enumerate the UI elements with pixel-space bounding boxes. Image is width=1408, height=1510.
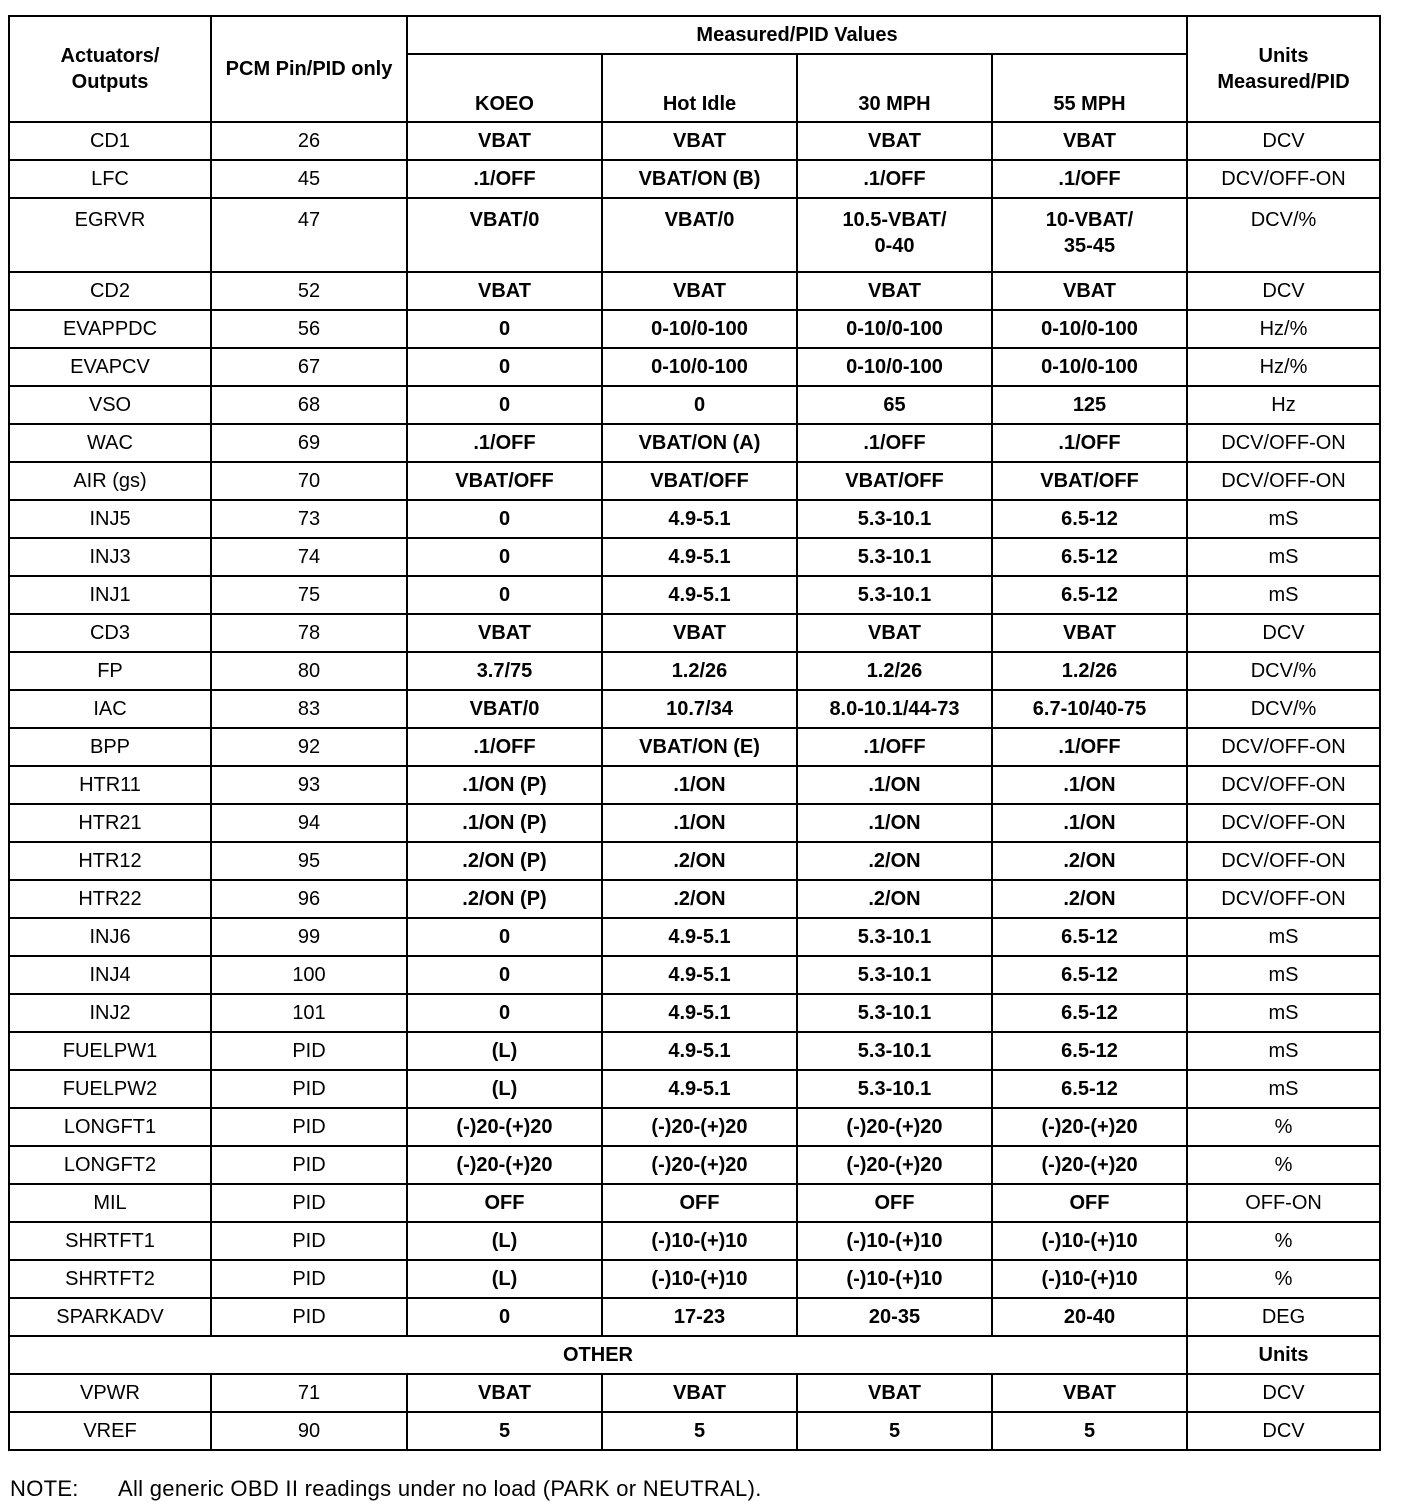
table-row [9,424,1380,462]
cell-koeo: 3.7/75 [407,652,602,690]
cell-55mph: 6.7-10/40-75 [992,690,1187,728]
cell-hot-idle: 5 [602,1412,797,1450]
cell-koeo: .2/ON (P) [407,842,602,880]
cell-output: CD3 [9,614,211,652]
cell-hot-idle: 4.9-5.1 [602,1070,797,1108]
table-row [9,310,1380,348]
cell-output: VREF [9,1412,211,1450]
cell-pin: 68 [211,386,407,424]
cell-units: DCV/OFF-ON [1187,424,1380,462]
cell-55mph: 5 [992,1412,1187,1450]
cell-pin: PID [211,1070,407,1108]
cell-output: IAC [9,690,211,728]
cell-units: Hz/% [1187,310,1380,348]
cell-koeo: .1/OFF [407,160,602,198]
cell-hot-idle: (-)10-(+)10 [602,1222,797,1260]
cell-output: AIR (gs) [9,462,211,500]
cell-pin: 75 [211,576,407,614]
cell-hot-idle: VBAT [602,272,797,310]
table-row [9,614,1380,652]
cell-output: EVAPCV [9,348,211,386]
cell-units: Hz [1187,386,1380,424]
cell-output: INJ2 [9,994,211,1032]
cell-koeo: 0 [407,994,602,1032]
cell-pin: 99 [211,918,407,956]
cell-55mph: 6.5-12 [992,1070,1187,1108]
cell-pin: 94 [211,804,407,842]
cell-units: DCV/OFF-ON [1187,880,1380,918]
cell-hot-idle: VBAT [602,122,797,160]
cell-pin: 78 [211,614,407,652]
cell-30mph: 8.0-10.1/44-73 [797,690,992,728]
section-row-other [9,1336,1380,1374]
table-row [9,386,1380,424]
cell-output: MIL [9,1184,211,1222]
cell-units: DCV/OFF-ON [1187,728,1380,766]
cell-koeo: 0 [407,348,602,386]
cell-hot-idle: 1.2/26 [602,652,797,690]
cell-pin: 56 [211,310,407,348]
cell-units: Hz/% [1187,348,1380,386]
cell-55mph: .1/OFF [992,728,1187,766]
table-row [9,1412,1380,1450]
cell-30mph: .1/OFF [797,424,992,462]
cell-hot-idle: .1/ON [602,766,797,804]
cell-koeo: 0 [407,918,602,956]
table-row [9,804,1380,842]
cell-pin: PID [211,1184,407,1222]
table-row [9,576,1380,614]
cell-pin: 95 [211,842,407,880]
cell-hot-idle: 17-23 [602,1298,797,1336]
cell-55mph: (-)20-(+)20 [992,1146,1187,1184]
cell-koeo: 0 [407,386,602,424]
cell-55mph: 6.5-12 [992,538,1187,576]
cell-koeo: 0 [407,576,602,614]
cell-koeo: .1/ON (P) [407,804,602,842]
cell-units: % [1187,1108,1380,1146]
cell-output: INJ5 [9,500,211,538]
header-units: Units Measured/PID [1187,16,1380,122]
cell-koeo: OFF [407,1184,602,1222]
cell-output: INJ6 [9,918,211,956]
cell-30mph: 5.3-10.1 [797,994,992,1032]
cell-hot-idle: (-)10-(+)10 [602,1260,797,1298]
cell-units: DCV/OFF-ON [1187,160,1380,198]
table-row [9,956,1380,994]
cell-hot-idle: .2/ON [602,842,797,880]
cell-units: DCV/OFF-ON [1187,766,1380,804]
cell-pin: 92 [211,728,407,766]
cell-hot-idle: 4.9-5.1 [602,500,797,538]
cell-55mph: VBAT [992,614,1187,652]
cell-30mph: 5.3-10.1 [797,538,992,576]
note-label: NOTE: [10,1476,79,1501]
cell-koeo: VBAT [407,1374,602,1412]
cell-55mph: (-)10-(+)10 [992,1222,1187,1260]
section-units-label: Units [1187,1336,1380,1374]
cell-55mph: .1/OFF [992,160,1187,198]
cell-30mph: VBAT [797,272,992,310]
cell-output: CD2 [9,272,211,310]
cell-55mph: 6.5-12 [992,1032,1187,1070]
cell-30mph: 5.3-10.1 [797,956,992,994]
cell-hot-idle: 4.9-5.1 [602,956,797,994]
cell-pin: PID [211,1298,407,1336]
cell-30mph: .1/OFF [797,160,992,198]
cell-output: LFC [9,160,211,198]
cell-30mph: 0-10/0-100 [797,310,992,348]
cell-koeo: VBAT/0 [407,690,602,728]
header-pin: PCM Pin/PID only [211,16,407,122]
cell-hot-idle: (-)20-(+)20 [602,1108,797,1146]
cell-30mph: 5.3-10.1 [797,918,992,956]
cell-units: DCV [1187,122,1380,160]
cell-units: mS [1187,1032,1380,1070]
table-body [9,122,1380,1450]
cell-55mph: 6.5-12 [992,576,1187,614]
cell-hot-idle: VBAT/ON (B) [602,160,797,198]
cell-output: VSO [9,386,211,424]
table-row [9,766,1380,804]
table-row [9,728,1380,766]
cell-output: SHRTFT1 [9,1222,211,1260]
cell-30mph: 20-35 [797,1298,992,1336]
cell-pin: 100 [211,956,407,994]
cell-pin: PID [211,1146,407,1184]
table-row [9,462,1380,500]
cell-output: FP [9,652,211,690]
cell-hot-idle: 4.9-5.1 [602,576,797,614]
cell-output: HTR11 [9,766,211,804]
cell-hot-idle: VBAT [602,1374,797,1412]
cell-hot-idle: 10.7/34 [602,690,797,728]
cell-output: HTR22 [9,880,211,918]
table-row [9,1032,1380,1070]
cell-55mph: 1.2/26 [992,652,1187,690]
cell-hot-idle: VBAT/ON (A) [602,424,797,462]
cell-koeo: 5 [407,1412,602,1450]
cell-units: DCV [1187,614,1380,652]
cell-30mph: (-)10-(+)10 [797,1260,992,1298]
cell-55mph: VBAT/OFF [992,462,1187,500]
cell-output: HTR21 [9,804,211,842]
cell-55mph: 6.5-12 [992,994,1187,1032]
table-row [9,1108,1380,1146]
cell-output: WAC [9,424,211,462]
table-row [9,1222,1380,1260]
cell-30mph: VBAT [797,614,992,652]
cell-pin: 70 [211,462,407,500]
cell-output: SPARKADV [9,1298,211,1336]
cell-units: mS [1187,500,1380,538]
table-row [9,690,1380,728]
cell-hot-idle: OFF [602,1184,797,1222]
cell-30mph: .2/ON [797,842,992,880]
cell-30mph: .1/ON [797,766,992,804]
cell-30mph: (-)20-(+)20 [797,1108,992,1146]
cell-pin: 96 [211,880,407,918]
cell-output: INJ1 [9,576,211,614]
cell-units: DCV [1187,1412,1380,1450]
cell-pin: PID [211,1032,407,1070]
cell-30mph: 65 [797,386,992,424]
cell-koeo: .1/ON (P) [407,766,602,804]
cell-koeo: .1/OFF [407,424,602,462]
cell-30mph: 0-10/0-100 [797,348,992,386]
cell-units: mS [1187,576,1380,614]
section-label-other: OTHER [9,1336,1187,1374]
cell-units: DCV/OFF-ON [1187,804,1380,842]
table-row [9,348,1380,386]
cell-koeo: (L) [407,1070,602,1108]
cell-pin: 67 [211,348,407,386]
cell-55mph: .1/ON [992,766,1187,804]
header-koeo: KOEO [407,54,602,122]
cell-30mph: 10.5-VBAT/ 0-40 [797,198,992,272]
cell-output: EGRVR [9,198,211,272]
table-row [9,1260,1380,1298]
cell-pin: 74 [211,538,407,576]
cell-55mph: 0-10/0-100 [992,310,1187,348]
cell-output: FUELPW2 [9,1070,211,1108]
cell-output: LONGFT1 [9,1108,211,1146]
cell-units: % [1187,1222,1380,1260]
cell-pin: 101 [211,994,407,1032]
cell-koeo: 0 [407,956,602,994]
table-row [9,500,1380,538]
header-30mph: 30 MPH [797,54,992,122]
cell-30mph: .1/ON [797,804,992,842]
table-row [9,842,1380,880]
cell-koeo: VBAT [407,122,602,160]
cell-30mph: 5.3-10.1 [797,500,992,538]
cell-30mph: 1.2/26 [797,652,992,690]
cell-30mph: VBAT [797,122,992,160]
table-row [9,538,1380,576]
cell-55mph: .1/OFF [992,424,1187,462]
cell-pin: 69 [211,424,407,462]
cell-units: DCV/OFF-ON [1187,842,1380,880]
cell-30mph: 5.3-10.1 [797,1032,992,1070]
table-row [9,918,1380,956]
cell-30mph: (-)10-(+)10 [797,1222,992,1260]
cell-units: DCV/% [1187,690,1380,728]
cell-output: VPWR [9,1374,211,1412]
cell-hot-idle: (-)20-(+)20 [602,1146,797,1184]
cell-koeo: (L) [407,1032,602,1070]
cell-units: DCV/% [1187,198,1380,272]
cell-koeo: .2/ON (P) [407,880,602,918]
cell-hot-idle: VBAT [602,614,797,652]
cell-hot-idle: 0-10/0-100 [602,310,797,348]
cell-pin: 52 [211,272,407,310]
cell-55mph: 0-10/0-100 [992,348,1187,386]
cell-pin: 90 [211,1412,407,1450]
cell-units: mS [1187,538,1380,576]
cell-output: HTR12 [9,842,211,880]
cell-koeo: (L) [407,1260,602,1298]
table-row [9,880,1380,918]
cell-units: mS [1187,918,1380,956]
table-row [9,122,1380,160]
cell-30mph: .1/OFF [797,728,992,766]
cell-koeo: (-)20-(+)20 [407,1108,602,1146]
table-row [9,994,1380,1032]
header-actuators: Actuators/ Outputs [9,16,211,122]
cell-koeo: VBAT/OFF [407,462,602,500]
cell-koeo: (L) [407,1222,602,1260]
cell-units: mS [1187,994,1380,1032]
cell-55mph: .2/ON [992,880,1187,918]
cell-units: mS [1187,1070,1380,1108]
cell-55mph: VBAT [992,272,1187,310]
cell-units: DCV [1187,272,1380,310]
table-row [9,1374,1380,1412]
cell-55mph: 6.5-12 [992,956,1187,994]
header-hot-idle: Hot Idle [602,54,797,122]
cell-55mph: .1/ON [992,804,1187,842]
cell-55mph: 20-40 [992,1298,1187,1336]
cell-55mph: (-)20-(+)20 [992,1108,1187,1146]
cell-hot-idle: .2/ON [602,880,797,918]
cell-55mph: 6.5-12 [992,918,1187,956]
cell-output: SHRTFT2 [9,1260,211,1298]
table-row [9,1070,1380,1108]
cell-30mph: 5 [797,1412,992,1450]
cell-55mph: (-)10-(+)10 [992,1260,1187,1298]
table-row [9,652,1380,690]
table-row [9,1146,1380,1184]
cell-pin: 71 [211,1374,407,1412]
cell-units: DCV [1187,1374,1380,1412]
cell-30mph: VBAT [797,1374,992,1412]
footnote [10,1476,762,1502]
cell-hot-idle: 0 [602,386,797,424]
table-row [9,1298,1380,1336]
cell-koeo: (-)20-(+)20 [407,1146,602,1184]
cell-55mph: 10-VBAT/ 35-45 [992,198,1187,272]
cell-55mph: .2/ON [992,842,1187,880]
cell-koeo: VBAT/0 [407,198,602,272]
cell-units: % [1187,1146,1380,1184]
cell-output: INJ4 [9,956,211,994]
pid-values-table [8,15,1381,1451]
cell-30mph: OFF [797,1184,992,1222]
cell-output: LONGFT2 [9,1146,211,1184]
cell-pin: 83 [211,690,407,728]
cell-hot-idle: .1/ON [602,804,797,842]
cell-koeo: VBAT [407,272,602,310]
cell-output: BPP [9,728,211,766]
header-55mph: 55 MPH [992,54,1187,122]
cell-hot-idle: 4.9-5.1 [602,918,797,956]
cell-units: DCV/OFF-ON [1187,462,1380,500]
table-row [9,160,1380,198]
cell-hot-idle: 4.9-5.1 [602,538,797,576]
header-measured-group: Measured/PID Values [407,16,1187,54]
cell-units: % [1187,1260,1380,1298]
cell-30mph: 5.3-10.1 [797,576,992,614]
cell-pin: PID [211,1260,407,1298]
cell-hot-idle: 0-10/0-100 [602,348,797,386]
cell-55mph: 125 [992,386,1187,424]
cell-55mph: 6.5-12 [992,500,1187,538]
cell-units: DEG [1187,1298,1380,1336]
cell-pin: 73 [211,500,407,538]
cell-units: mS [1187,956,1380,994]
cell-units: DCV/% [1187,652,1380,690]
cell-output: INJ3 [9,538,211,576]
cell-units: OFF-ON [1187,1184,1380,1222]
cell-pin: 45 [211,160,407,198]
cell-koeo: VBAT [407,614,602,652]
cell-koeo: 0 [407,1298,602,1336]
cell-hot-idle: 4.9-5.1 [602,994,797,1032]
note-text: All generic OBD II readings under no load (PARK or NEUTRAL). [118,1476,762,1501]
table-row [9,272,1380,310]
cell-pin: 26 [211,122,407,160]
cell-output: EVAPPDC [9,310,211,348]
cell-30mph: 5.3-10.1 [797,1070,992,1108]
cell-pin: 93 [211,766,407,804]
cell-55mph: VBAT [992,1374,1187,1412]
cell-30mph: (-)20-(+)20 [797,1146,992,1184]
cell-30mph: VBAT/OFF [797,462,992,500]
cell-koeo: 0 [407,538,602,576]
cell-koeo: 0 [407,500,602,538]
cell-pin: PID [211,1108,407,1146]
cell-output: FUELPW1 [9,1032,211,1070]
cell-55mph: VBAT [992,122,1187,160]
cell-hot-idle: VBAT/ON (E) [602,728,797,766]
cell-koeo: .1/OFF [407,728,602,766]
cell-55mph: OFF [992,1184,1187,1222]
cell-pin: PID [211,1222,407,1260]
cell-pin: 47 [211,198,407,272]
cell-hot-idle: VBAT/OFF [602,462,797,500]
cell-koeo: 0 [407,310,602,348]
cell-hot-idle: VBAT/0 [602,198,797,272]
cell-hot-idle: 4.9-5.1 [602,1032,797,1070]
cell-30mph: .2/ON [797,880,992,918]
cell-output: CD1 [9,122,211,160]
table-row [9,198,1380,272]
cell-pin: 80 [211,652,407,690]
table-row [9,1184,1380,1222]
